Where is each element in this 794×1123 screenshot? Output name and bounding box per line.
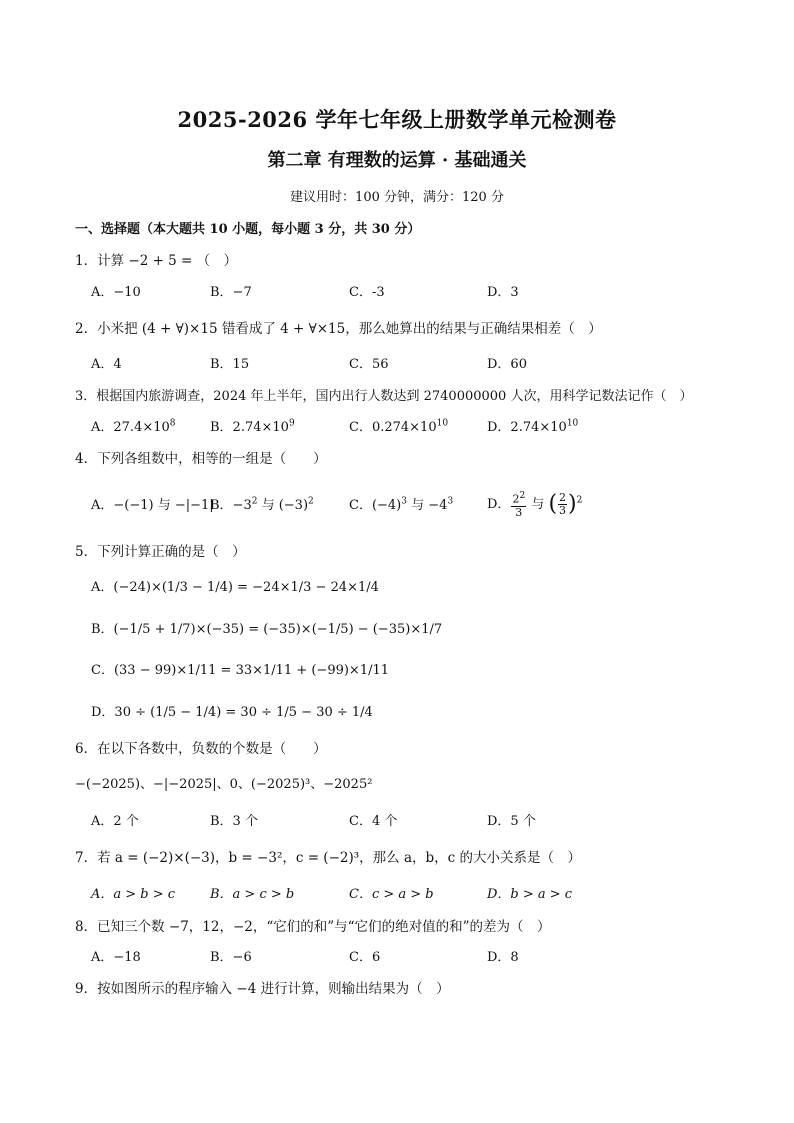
option-d[interactable]: D．8 [487, 950, 519, 965]
question-8-options [91, 946, 711, 966]
option-a[interactable]: A．−(−1) 与 −|−1| [91, 498, 214, 513]
option-d[interactable]: D．b > a > c [487, 887, 573, 902]
option-b[interactable]: B．15 [210, 357, 250, 372]
option-b[interactable]: B．−6 [210, 950, 252, 965]
fraction: $\frac{2^2}{3}$ [512, 491, 526, 519]
question-7-stem: 7．若 a = (−2)×(−3)，b = −3²，c = (−2)³，那么 a，b，c 的大小关系是（ ） [75, 850, 581, 866]
question-6-number-list: −(−2025)、−|−2025|、0、(−2025)³、−2025² [75, 777, 373, 792]
option-c[interactable]: C．6 [349, 950, 381, 965]
question-5-stem: 5．下列计算正确的是（ ） [75, 544, 246, 560]
option-c[interactable]: C．56 [349, 357, 389, 372]
question-2-options [91, 353, 711, 373]
option-d[interactable]: D．60 [487, 357, 527, 372]
option-b[interactable]: B．−7 [210, 285, 252, 300]
option-d[interactable]: D． $\frac{2^2}{3}$ 与 ( $\frac{2}{3}$ )$^2$ [487, 490, 583, 519]
option-a[interactable]: A．$27.4\times 10^8$ [91, 418, 176, 435]
question-1-options [91, 281, 711, 301]
question-5-option-b[interactable]: B．(−1/5 + 1/7)×(−35) = (−35)×(−1/5) − (−35)×1/7 [91, 622, 443, 637]
option-c[interactable]: C．c > a > b [349, 887, 434, 902]
page-title: 2025-2026 学年七年级上册数学单元检测卷 [177, 107, 617, 132]
option-d[interactable]: D．$2.74\times 10^{10}$ [487, 418, 579, 435]
question-2-stem: 2．小米把 (4 + ∀)×15 错看成了 4 + ∀×15，那么她算出的结果与正确结果相差（ ） [75, 321, 602, 337]
time-note: 建议用时：100 分钟，满分：120 分 [290, 190, 504, 205]
option-a[interactable]: A．2 个 [91, 814, 139, 829]
option-c[interactable]: C．-3 [349, 285, 385, 300]
question-4-options [91, 490, 711, 520]
option-b[interactable]: B．$2.74\times 10^9$ [210, 418, 295, 435]
question-8-stem: 8．已知三个数 −7，12，−2，“它们的和”与“它们的绝对值的和”的差为（ ） [75, 919, 551, 935]
option-a[interactable]: A．−10 [91, 285, 141, 300]
fraction: $\frac{2}{3}$ [559, 490, 567, 517]
option-c[interactable]: C．$0.274\times 10^{10}$ [349, 418, 449, 435]
question-3-options [91, 416, 711, 436]
question-4-stem: 4．下列各组数中，相等的一组是（ ） [75, 451, 327, 467]
option-a[interactable]: A．−18 [91, 950, 141, 965]
question-5-option-a[interactable]: A．(−24)×(1/3 − 1/4) = −24×1/3 − 24×1/4 [91, 580, 379, 595]
section-heading: 一、选择题（本大题共 10 小题，每小题 3 分，共 30 分） [75, 222, 421, 237]
question-7-options [91, 883, 711, 903]
option-d[interactable]: D．5 个 [487, 814, 536, 829]
option-b[interactable]: B．a > c > b [210, 887, 295, 902]
question-5-option-d[interactable]: D．30 ÷ (1/5 − 1/4) = 30 ÷ 1/5 − 30 ÷ 1/4 [91, 705, 373, 720]
page-subtitle: 第二章 有理数的运算 · 基础通关 [267, 150, 527, 171]
option-a[interactable]: A．4 [91, 357, 122, 372]
option-c[interactable]: C．$(-4)^3$ 与 $-4^3$ [349, 496, 454, 513]
question-6-stem: 6．在以下各数中，负数的个数是（ ） [75, 741, 327, 757]
question-5-option-c[interactable]: C．(33 − 99)×1/11 = 33×1/11 + (−99)×1/11 [91, 663, 390, 678]
question-1-stem: 1．计算 −2 + 5 = （ ） [75, 253, 238, 269]
option-a[interactable]: A．a > b > c [91, 887, 176, 902]
question-6-options [91, 810, 711, 830]
question-3-stem: 3．根据国内旅游调查，2024 年上半年，国内出行人数达到 2740000000 人次，用科学记数法记作（ ） [75, 389, 693, 404]
option-c[interactable]: C．4 个 [349, 814, 398, 829]
option-b[interactable]: B．3 个 [210, 814, 258, 829]
option-b[interactable]: B．$-3^2$ 与 $(-3)^2$ [210, 496, 314, 513]
question-9-stem: 9．按如图所示的程序输入 −4 进行计算，则输出结果为（ ） [75, 981, 450, 997]
option-d[interactable]: D．3 [487, 285, 519, 300]
